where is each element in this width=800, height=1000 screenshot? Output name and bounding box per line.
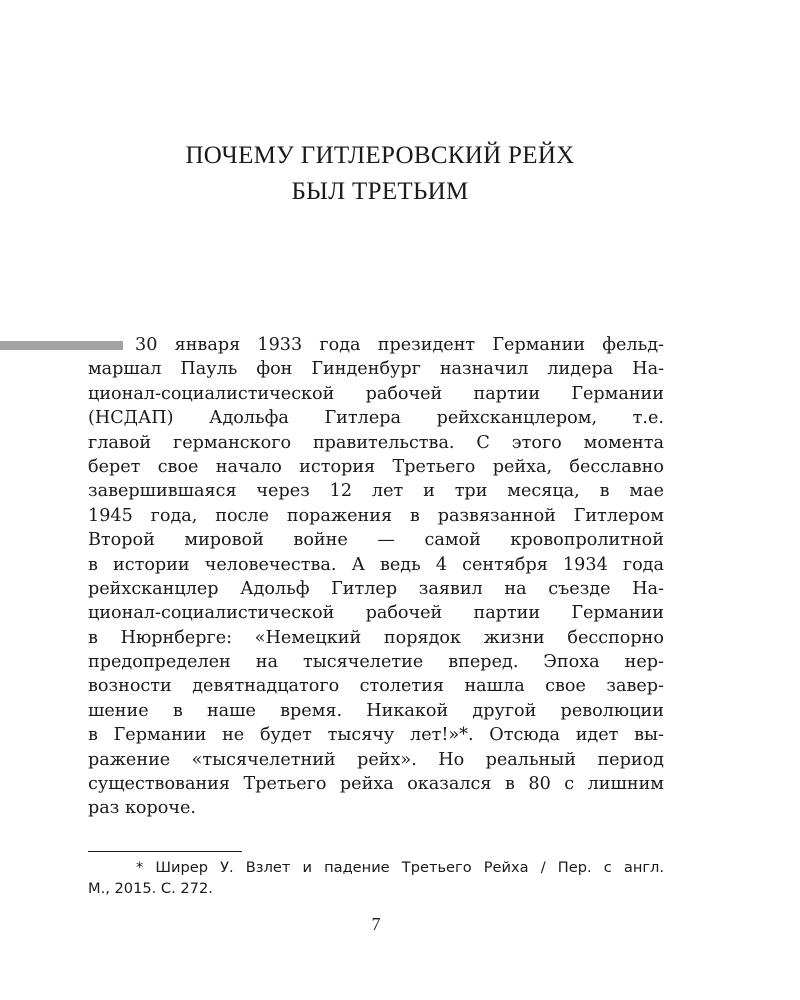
paragraph-line: рейхсканцлер Адольф Гитлер заявил на съезде На- bbox=[88, 578, 664, 599]
paragraph-line: в Нюрнберге: «Немецкий порядок жизни бесспорно bbox=[88, 627, 664, 648]
paragraph-line: ражение «тысячелетний рейх». Но реальный период bbox=[88, 749, 664, 770]
paragraph-line: 30 января 1933 года президент Германии фельд- bbox=[135, 335, 664, 355]
footnote-divider bbox=[88, 851, 242, 852]
paragraph-line: ционал-социалистической рабочей партии Германии bbox=[88, 603, 664, 624]
paragraph-line: Второй мировой войне — самой кровопролитной bbox=[88, 530, 664, 551]
paragraph-line: в истории человечества. А ведь 4 сентября 1934 года bbox=[88, 554, 664, 575]
chapter-title-line-2: БЫЛ ТРЕТЬИМ bbox=[291, 178, 469, 205]
paragraph-line: главой германского правительства. С этого момента bbox=[88, 432, 664, 453]
chapter-title bbox=[0, 138, 760, 210]
body-paragraph bbox=[88, 333, 664, 821]
paragraph-line: в Германии не будет тысячу лет!»*. Отсюда идет вы- bbox=[88, 725, 664, 746]
paragraph-line: предопределен на тысячелетие вперед. Эпоха нер- bbox=[88, 652, 664, 673]
chapter-title-line-1: ПОЧЕМУ ГИТЛЕРОВСКИЙ РЕЙХ bbox=[185, 142, 575, 169]
paragraph-line: возности девятнадцатого столетия нашла свое завер- bbox=[88, 676, 664, 697]
paragraph-line: завершившаяся через 12 лет и три месяца, в мае bbox=[88, 481, 664, 502]
footnote-line-2: М., 2015. С. 272. bbox=[88, 880, 213, 897]
paragraph-line: ционал-социалистической рабочей партии Германии bbox=[88, 383, 664, 404]
page-number: 7 bbox=[371, 914, 381, 934]
paragraph-line: существования Третьего рейха оказался в 80 с лишним bbox=[88, 774, 664, 795]
footnote bbox=[88, 857, 664, 899]
paragraph-line: раз короче. bbox=[88, 798, 197, 819]
paragraph-line: (НСДАП) Адольфа Гитлера рейхсканцлером, т.е. bbox=[88, 408, 664, 429]
footnote-line-1: * Ширер У. Взлет и падение Третьего Рейха / Пер. с англ. bbox=[136, 859, 664, 876]
paragraph-line: берет свое начало история Третьего рейха, бесславно bbox=[88, 456, 664, 477]
paragraph-line: 1945 года, после поражения в развязанной Гитлером bbox=[88, 505, 664, 526]
paragraph-line: шение в наше время. Никакой другой революции bbox=[88, 700, 664, 721]
paragraph-line: маршал Пауль фон Гинденбург назначил лидера На- bbox=[88, 359, 664, 380]
